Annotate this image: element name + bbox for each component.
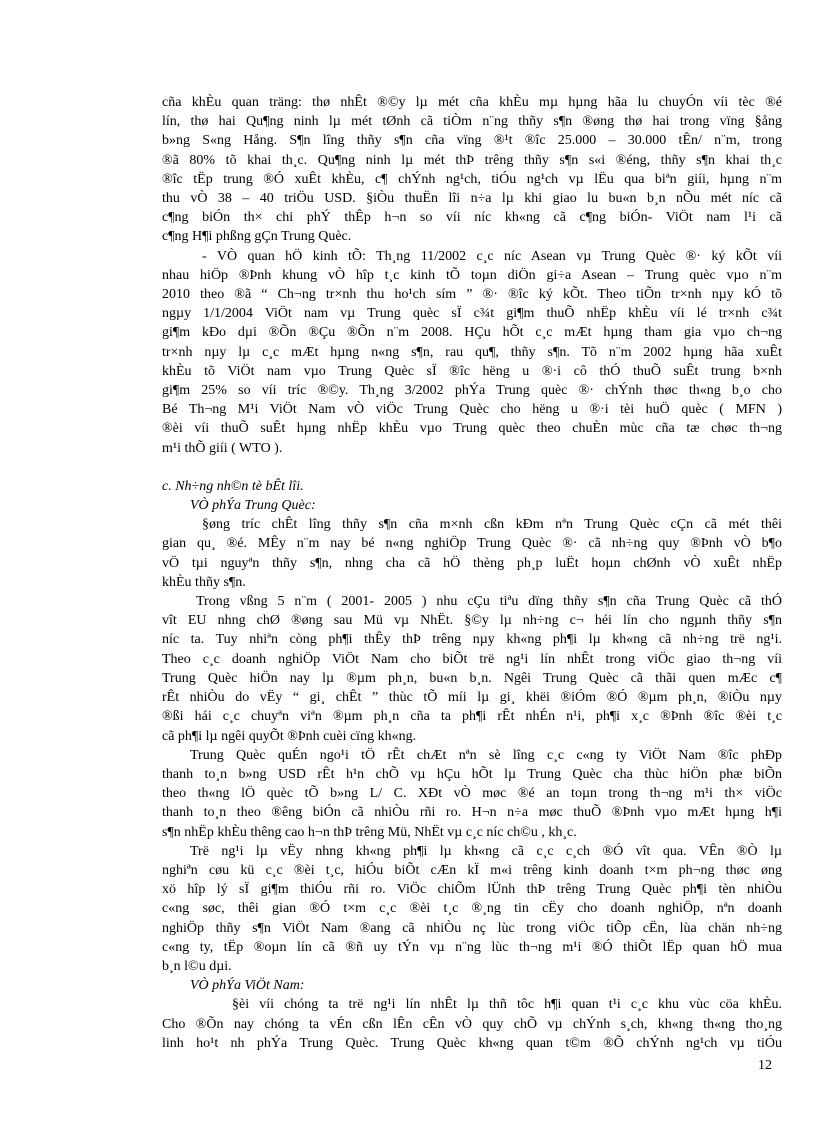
text-line: Trong vßng 5 n¨m ( 2001- 2005 ) nhu cÇu tiªu dïng thñy s¶n cña Trung Quèc cã thÓ [196, 594, 782, 610]
text-line: b¸n l©u dµi. [162, 958, 232, 974]
subsection-heading: VÒ phÝa Trung Quèc: [190, 498, 316, 514]
text-line: theo th«ng lÖ quèc tÕ b»ng L/ C. XÐt vÒ møc ®é an toµn trong th¬ng m¹i th× viÖc [162, 786, 782, 802]
text-line: nghiÖp thñy s¶n ViÖt Nam ®ang cã nhiÒu nç lùc trong viÖc tiÕp cËn, lùa chän nh÷ng [162, 920, 782, 936]
text-line: Theo c¸c doanh nghiÖp ViÖt Nam cho biÕt trë ng¹i lín nhÊt trong viÖc giao th¬ng víi [162, 651, 782, 667]
text-line: níc ta. Tuy nhiªn còng ph¶i thÊy thÞ trêng nµy kh«ng ph¶i lµ kh«ng cã nh÷ng trë ng¹i. [162, 632, 782, 648]
text-line: c«ng ty, tËp ®oµn lín cã ®ñ uy tÝn vµ n¨ng lùc th¬ng m¹i ®Ó thiÕt lËp quan hÖ mua [162, 939, 782, 955]
text-line: vît EU nhng chØ ®øng sau Mü vµ NhËt. §©y lµ nh÷ng c¬ héi lín cho ngµnh thñy s¶n [162, 613, 782, 629]
text-line: c¶ng biÓn th× chi phÝ thÊp h¬n so víi níc kh«ng cã c¶ng biÓn- ViÖt nam l¹i cã [162, 210, 782, 226]
text-line: rÊt nhiÒu do vËy “ gi¸ chÊt ” thùc tÕ míi lµ gi¸ khëi ®iÓm ®Ó ®µm ph¸n, ®iÒu nµy [162, 690, 782, 706]
text-line: Bé Th¬ng M¹i ViÖt Nam vÒ viÖc Trung Quèc cho hëng u ®·i tèi huÖ quèc ( MFN ) [162, 402, 782, 418]
text-line: gi¶m kÐo dµi ®Õn ®Çu ®Õn n¨m 2008. HÇu hÕt c¸c mÆt hµng tham gia vµo ch¬ng [162, 325, 782, 341]
text-line: ®ã 80% tõ khai th¸c. Qu¶ng ninh lµ mét thÞ trêng thñy s¶n s«i ®éng, thñy s¶n khai th¸c [162, 152, 782, 168]
text-line: m¹i thÕ giíi ( WTO ). [162, 440, 283, 456]
text-line: nghiªn cøu kü c¸c ®èi t¸c, hiÓu biÕt cÆn kÏ m«i trêng kinh doanh t×m ph¬ng thøc øng [162, 862, 782, 878]
text-line: ®ßi hái c¸c chuyªn viªn ®µm ph¸n cña ta ph¶i rÊt nhÉn n¹i, ph¶i x¸c ®Þnh ®îc ®èi t¸c [162, 709, 782, 725]
text-line: ngµy 1/1/2004 ViÖt nam vµ Trung quèc sÏ c¾t gi¶m thuÕ nhËp khÈu víi lé tr×nh c¾t [162, 306, 782, 322]
text-line: gian qu¸ ®é. MÊy n¨m nay bé n«ng nghiÖp Trung Quèc ®· cã nh÷ng quy ®Þnh vÒ b¶o [162, 536, 782, 552]
text-line: Trë ng¹i lµ vËy nhng kh«ng ph¶i lµ kh«ng cã c¸c c¸ch ®Ó vît qua. VÊn ®Ò lµ [190, 843, 782, 859]
section-heading: c. Nh÷ng nh©n tè bÊt lîi. [162, 478, 304, 494]
text-line: cña khÈu quan träng: thø nhÊt ®©y lµ mét cña khÈu mµ hµng hãa lu chuyÓn víi tèc ®é [162, 95, 782, 110]
text-line: tr×nh nµy lµ c¸c mÆt hµng n«ng s¶n, rau qu¶, thñy s¶n. Tõ n¨m 2002 hµng hãa xuÊt [162, 344, 782, 360]
text-line: Trung Quèc quÉn ngo¹i tÖ rÊt chÆt nªn sè lîng c¸c c«ng ty ViÖt Nam ®îc phÐp [190, 747, 782, 763]
text-line: cã ph¶i lµ ngêi quyÕt ®Þnh cuèi cïng kh«ng. [162, 728, 417, 744]
text-line: thanh to¸n b»ng USD rÊt h¹n chÕ vµ hÇu hÕt lµ Trung Quèc cha thùc hiÖn phæ biÕn [162, 766, 782, 782]
text-line: §èi víi chóng ta trë ng¹i lín nhÊt lµ thñ tôc h¶i quan t¹i c¸c khu vùc cöa khÈu. [232, 997, 782, 1013]
text-line: linh ho¹t nh phÝa Trung Quèc. Trung Quèc kh«ng quan t©m ®Õ chÝnh ng¹ch vµ tiÓu [162, 1035, 782, 1051]
text-line: ®èi víi thuÕ suÊt hµng nhËp khÈu vµo Trung quèc theo chuÈn mùc cña tæ chøc th¬ng [162, 421, 782, 437]
text-line: 2010 theo ®ã “ Ch¬ng tr×nh thu ho¹ch sím ” ®· ®îc ký kÕt. Theo tiÕn tr×nh nµy kÓ tõ [162, 287, 782, 303]
text-line: lín, thø hai Qu¶ng ninh lµ mét tØnh cã tiÒm n¨ng thñy s¶n ®øng thø hai trong vïng §ång [162, 114, 782, 130]
text-line: c¶ng H¶i phßng gÇn Trung Quèc. [162, 229, 352, 245]
text-line: gi¶m 25% so víi tríc ®©y. Th¸ng 3/2002 phÝa Trung quèc ®· chÝnh thøc th«ng b¸o cho [162, 383, 782, 399]
text-line: ®îc tËp trung ®Ó xuÊt khÈu, c¶ chÝnh ng¹ch, tiÓu ng¹ch vµ lËu qua biªn giíi, hµng n¨m [162, 171, 782, 187]
subsection-heading: VÒ phÝa ViÖt Nam: [190, 978, 305, 994]
document-body [162, 93, 782, 1053]
text-line: - VÒ quan hÖ kinh tÕ: Th¸ng 11/2002 c¸c níc Asean vµ Trung Quèc ®· ký kÕt víi [202, 248, 782, 264]
text-line: thanh to¸n theo ®êng biÓn cã nhiÒu rñi ro. H¬n n÷a møc thuÕ ®Þnh vµo mÆt hµng h¶i [162, 805, 782, 821]
text-line: b»ng S«ng Hång. S¶n lîng thñy s¶n cña vïng ®¹t ®îc 25.000 – 30.000 tÊn/ n¨m, trong [162, 133, 782, 149]
text-line: Cho ®Õn nay chóng ta vÉn cßn lÊn cÊn vÒ quy chÕ vµ chÝnh s¸ch, kh«ng th«ng tho¸ng [162, 1016, 782, 1032]
text-line: khÈu thñy s¶n. [162, 574, 246, 590]
text-line: vÖ tµi nguyªn thñy s¶n, nhng cha cã hÖ thèng ph¸p luËt hoµn chØnh vÒ xuÊt nhËp [162, 555, 782, 571]
text-line: s¶n nhËp khÈu thêng cao h¬n thÞ trêng Mü, NhËt vµ c¸c níc ch©u , kh¸c. [162, 824, 577, 840]
text-line: Trung Quèc hiÖn nay lµ ®µm ph¸n, bu«n b¸n. Ngêi Trung Quèc cã thãi quen mÆc c¶ [162, 670, 782, 686]
page-number: 12 [758, 1058, 772, 1073]
text-line: xö hîp lý sÏ gi¶m thiÓu rñi ro. ViÖc chiÕm lÜnh thÞ trêng Trung Quèc ph¶i tèn nhiÒu [162, 882, 782, 898]
text-line: c«ng søc, thêi gian ®Ó t×m c¸c ®èi t¸c ®¸ng tin cËy cho doanh nghiÖp, nªn doanh [162, 901, 782, 917]
text-line: thu vÒ 38 – 40 triÖu USD. §iÒu thuËn lîi n÷a lµ khi giao lu bu«n b¸n nÕu mét níc cã [162, 191, 782, 207]
text-line: nhau hiÖp ®Þnh khung vÒ hîp t¸c kinh tÕ toµn diÖn gi÷a Asean – Trung quèc vµo n¨m [162, 267, 782, 283]
text-line: §øng tríc chÊt lîng thñy s¶n cña m×nh cßn kÐm nªn Trung Quèc cÇn cã mét thêi [202, 517, 782, 533]
text-line: khÈu tõ ViÖt nam vµo Trung Quèc sÏ ®îc hëng u ®·i cô thÓ thuÕ suÊt trung b×nh [162, 363, 782, 379]
